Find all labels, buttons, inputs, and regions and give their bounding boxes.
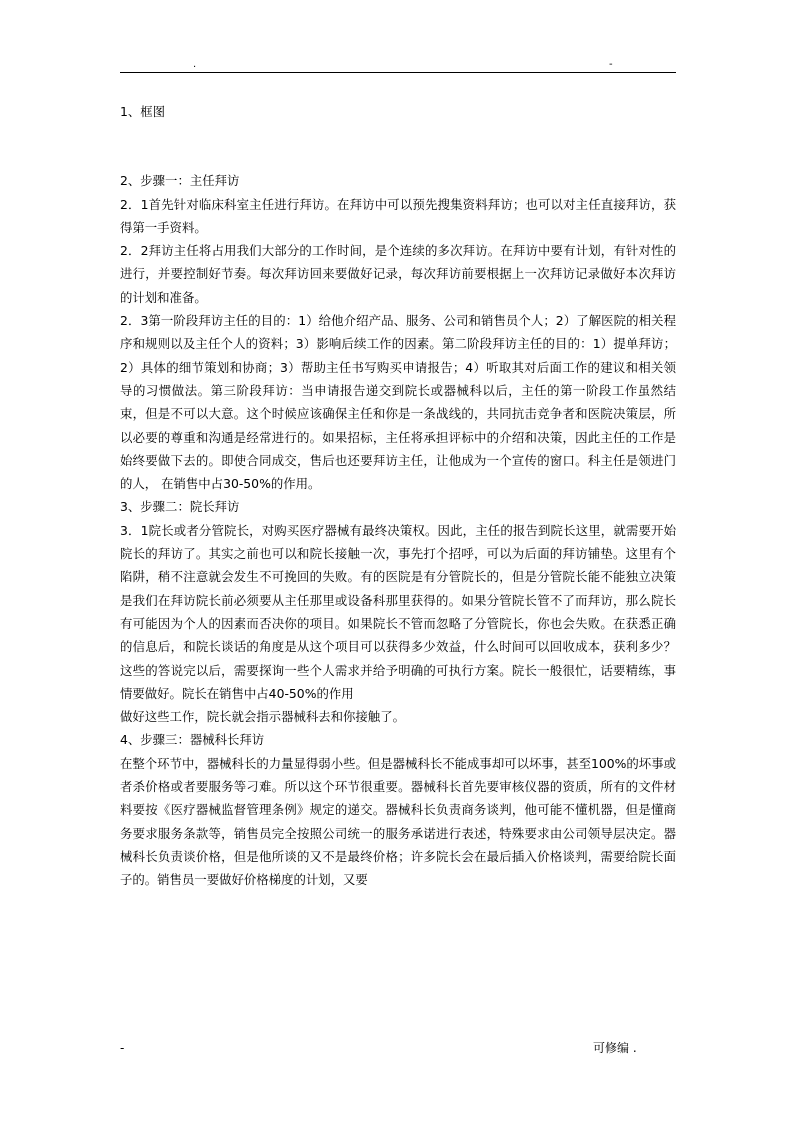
section-heading-step3: 4、步骤三：器械科长拜访 (120, 732, 265, 748)
paragraph-3-1: 3．1院长或者分管院长，对购买医疗器械有最终决策权。因此，主任的报告到院长这里，就需要开始院长的拜访了。其实之前也可以和院长接触一次，事先打个招呼，可以为后面的拜访铺垫。这里有个陷阱，稍不注意就会发生不可挽回的失败。有的医院是有分管院长的，但是分管院长能不能独立决策是我们在拜访院长前必须要从主任那里或设备科那里获得的。如果分管院长管不了而拜访，那么院长有可能因为个人的因素而否决你的项目。如果院长不管而忽略了分管院长，你也会失败。在获悉正确的信息后，和院长谈话的角度是从这个项目可以获得多少效益，什么时间可以回收成本，获利多少？这些的答说完以后，需要探询一些个人需求并给予明确的可执行方案。院长一般很忙，话要精练，事情要做好。院长在销售中占40-50%的作用 (120, 522, 676, 701)
footer-editable-label: 可修编 . (593, 1041, 637, 1055)
header-rule (120, 72, 676, 73)
diagram-placeholder (120, 123, 676, 169)
paragraph-2-3: 2．3第一阶段拜访主任的目的：1）给他介绍产品、服务、公司和销售员个人；2）了解医院的相关程序和规则以及主任个人的资料；3）影响后续工作的因素。第二阶段拜访主任的目的：1）提单拜访；2）具体的细节策划和协商；3）帮助主任书写购买申请报告；4）听取其对后面工作的建议和相关领导的习惯做法。第三阶段拜访：当申请报告递交到院长或器械科以后，主任的第一阶段工作虽然结束，但是不可以大意。这个时候应该确保主任和你是一条战线的，共同抗击竞争者和医院决策层，所以必要的尊重和沟通是经常进行的。如果招标，主任将承担评标中的介绍和决策，因此主任的工作是始终要做下去的。即使合同成交，售后也还要拜访主任，让他成为一个宣传的窗口。科主任是领进门的人， 在销售中占30-50%的作用。 (120, 313, 676, 492)
paragraph-3-summary: 做好这些工作，院长就会指示器械科去和你接触了。 (120, 709, 405, 725)
section-heading-diagram: 1、框图 (120, 104, 166, 119)
document-body (120, 100, 676, 892)
header-right-mark: - (609, 59, 613, 70)
header-left-mark: . (193, 59, 197, 70)
paragraph-2-2: 2．2拜访主任将占用我们大部分的工作时间，是个连续的多次拜访。在拜访中要有计划，有针对性的进行，并要控制好节奏。每次拜访回来要做好记录，每次拜访前要根据上一次拜访记录做好本次拜访的计划和准备。 (120, 243, 676, 305)
paragraph-2-1: 2．1首先针对临床科室主任进行拜访。在拜访中可以预先搜集资料拜访；也可以对主任直接拜访，获得第一手资料。 (120, 196, 676, 235)
section-heading-step1: 2、步骤一：主任拜访 (120, 173, 240, 189)
paragraph-4: 在整个环节中，器械科长的力量显得弱小些。但是器械科长不能成事却可以坏事，甚至100%的坏事或者杀价格或者要服务等刁难。所以这个环节很重要。器械科长首先要审核仪器的资质，所有的文件材料要按《医疗器械监督管理条例》规定的递交。器械科长负责商务谈判，他可能不懂机器，但是懂商务要求服务条款等，销售员完全按照公司统一的服务承诺进行表述，特殊要求由公司领导层决定。器械科长负责谈价格，但是他所谈的又不是最终价格；许多院长会在最后插入价格谈判，需要给院长面子的。销售员一要做好价格梯度的计划，又要 (120, 755, 676, 888)
section-heading-step2: 3、步骤二：院长拜访 (120, 499, 240, 515)
footer-left-mark: - (120, 1041, 125, 1055)
